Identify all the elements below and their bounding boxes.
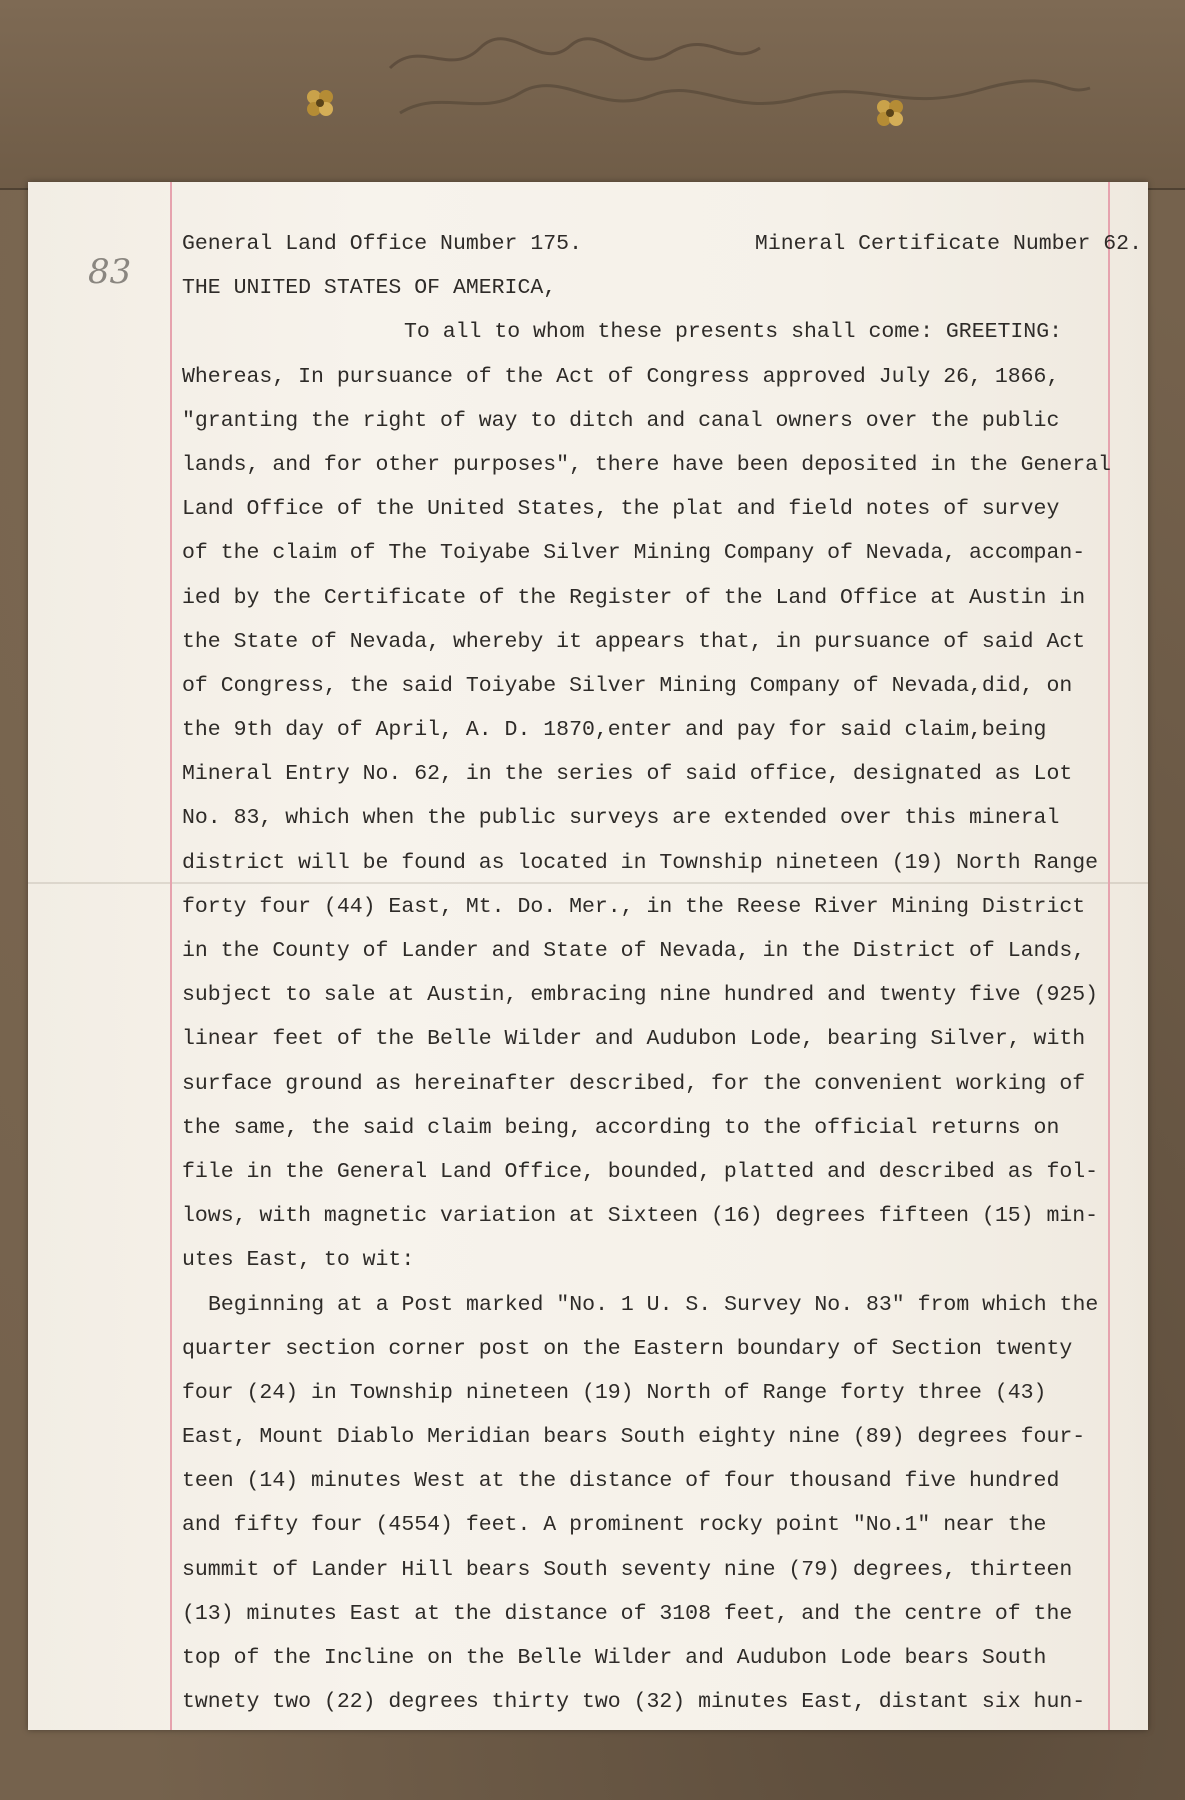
text-line: teen (14) minutes West at the distance of four thousand five hundred (182, 1469, 1060, 1494)
text-line: twnety two (22) degrees thirty two (32) minutes East, distant six hun- (182, 1690, 1086, 1715)
text-line: summit of Lander Hill bears South seventy nine (79) degrees, thirteen (182, 1557, 1073, 1582)
land-office-number: General Land Office Number 175. (182, 232, 582, 256)
text-line: Land Office of the United States, the plat and field notes of survey (182, 497, 1060, 522)
text-line: the 9th day of April, A. D. 1870,enter and pay for said claim,being (182, 718, 1047, 743)
text-line: of Congress, the said Toiyabe Silver Mining Company of Nevada,did, on (182, 673, 1073, 698)
brass-fastener-icon (303, 86, 337, 120)
document-title: THE UNITED STATES OF AMERICA, (182, 276, 557, 301)
text-line: forty four (44) East, Mt. Do. Mer., in the Reese River Mining District (182, 894, 1086, 919)
text-line: surface ground as hereinafter described, for the convenient working of (182, 1071, 1086, 1096)
header-row (182, 222, 1142, 266)
text-line: "granting the right of way to ditch and canal owners over the public (182, 408, 1060, 433)
brass-fastener-icon (873, 96, 907, 130)
text-line: ied by the Certificate of the Register of the Land Office at Austin in (182, 585, 1086, 610)
handwritten-note (380, 18, 1100, 128)
document-body (182, 222, 1142, 1724)
text-line: (13) minutes East at the distance of 3108 feet, and the centre of the (182, 1601, 1073, 1626)
text-line: No. 83, which when the public surveys are extended over this mineral (182, 806, 1060, 831)
text-line: of the claim of The Toiyabe Silver Mining Company of Nevada, accompan- (182, 541, 1086, 566)
text-line: the State of Nevada, whereby it appears that, in pursuance of said Act (182, 629, 1086, 654)
text-line: linear feet of the Belle Wilder and Audubon Lode, bearing Silver, with (182, 1027, 1086, 1052)
text-line: subject to sale at Austin, embracing nine hundred and twenty five (925) (182, 983, 1099, 1008)
text-line: Mineral Entry No. 62, in the series of said office, designated as Lot (182, 762, 1073, 787)
text-line: the same, the said claim being, according to the official returns on (182, 1115, 1060, 1140)
left-margin-rule (170, 182, 172, 1730)
paragraph-2 (182, 1283, 1142, 1725)
mineral-certificate-number: Mineral Certificate Number 62. (754, 232, 1142, 256)
text-line: file in the General Land Office, bounded, platted and described as fol- (182, 1159, 1099, 1184)
text-line: East, Mount Diablo Meridian bears South eighty nine (89) degrees four- (182, 1425, 1086, 1450)
handwritten-page-number: 83 (88, 252, 132, 292)
text-line: Whereas, In pursuance of the Act of Congress approved July 26, 1866, (182, 364, 1060, 389)
typewritten-page (28, 182, 1148, 1730)
text-line: Beginning at a Post marked "No. 1 U. S. Survey No. 83" from which the (208, 1292, 1099, 1317)
text-line: top of the Incline on the Belle Wilder and Audubon Lode bears South (182, 1646, 1047, 1670)
text-line: quarter section corner post on the Eastern boundary of Section twenty (182, 1336, 1073, 1361)
greeting-line: To all to whom these presents shall come: GREETING: (404, 320, 1063, 345)
text-line: and fifty four (4554) feet. A prominent rocky point "No.1" near the (182, 1513, 1047, 1538)
text-line: in the County of Lander and State of Nevada, in the District of Lands, (182, 939, 1086, 963)
text-line: utes East, to wit: (182, 1248, 415, 1273)
paragraph-1 (182, 355, 1142, 1283)
text-line: four (24) in Township nineteen (19) North of Range forty three (43) (182, 1380, 1047, 1405)
text-line: lands, and for other purposes", there have been deposited in the General (182, 452, 1111, 477)
top-folded-cover (0, 0, 1185, 190)
text-line: lows, with magnetic variation at Sixteen (16) degrees fifteen (15) min- (182, 1204, 1099, 1229)
text-line: district will be found as located in Township nineteen (19) North Range (182, 850, 1099, 875)
